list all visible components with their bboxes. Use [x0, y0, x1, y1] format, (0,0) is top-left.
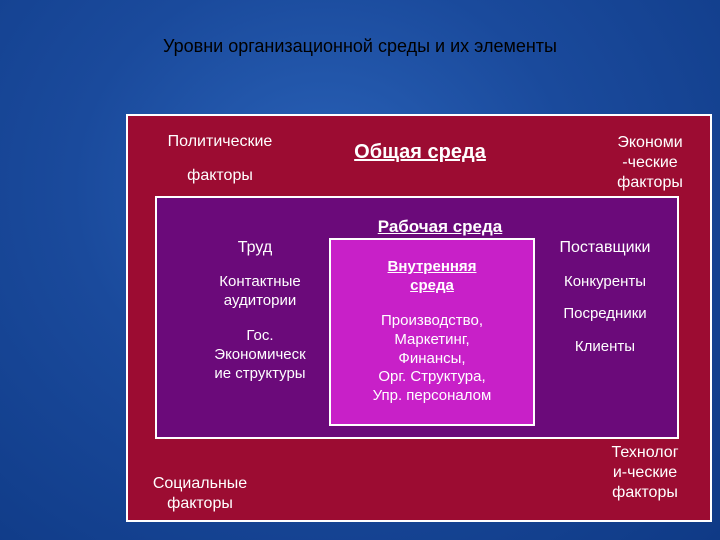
political-factors-line1: Политические	[167, 133, 273, 150]
internal-environment-label: Внутренняя среда	[387, 258, 477, 294]
economic-factors: Экономи -ческие факторы	[617, 134, 683, 191]
intermediaries-label: Посредники	[563, 305, 647, 322]
internal-elements-list: Производство, Маркетинг, Финансы, Орг. Структура, Упр. персоналом	[372, 312, 492, 404]
suppliers-label: Поставщики	[559, 239, 651, 256]
technological-factors: Технолог и-ческие факторы	[611, 444, 679, 501]
working-environment-label: Рабочая среда	[377, 217, 503, 236]
social-factors: Социальные факторы	[152, 475, 248, 512]
labor-label: Труд	[237, 239, 273, 256]
gov-structures-label: Гос. Экономическ ие структуры	[214, 327, 306, 382]
contact-audiences-label: Контактные аудитории	[219, 273, 301, 309]
general-environment-label: Общая среда	[354, 141, 486, 163]
clients-label: Клиенты	[574, 338, 636, 355]
slide-title: Уровни организационной среды и их элементы	[163, 36, 557, 56]
competitors-label: Конкуренты	[563, 273, 647, 290]
political-factors-line2: факторы	[187, 167, 253, 184]
